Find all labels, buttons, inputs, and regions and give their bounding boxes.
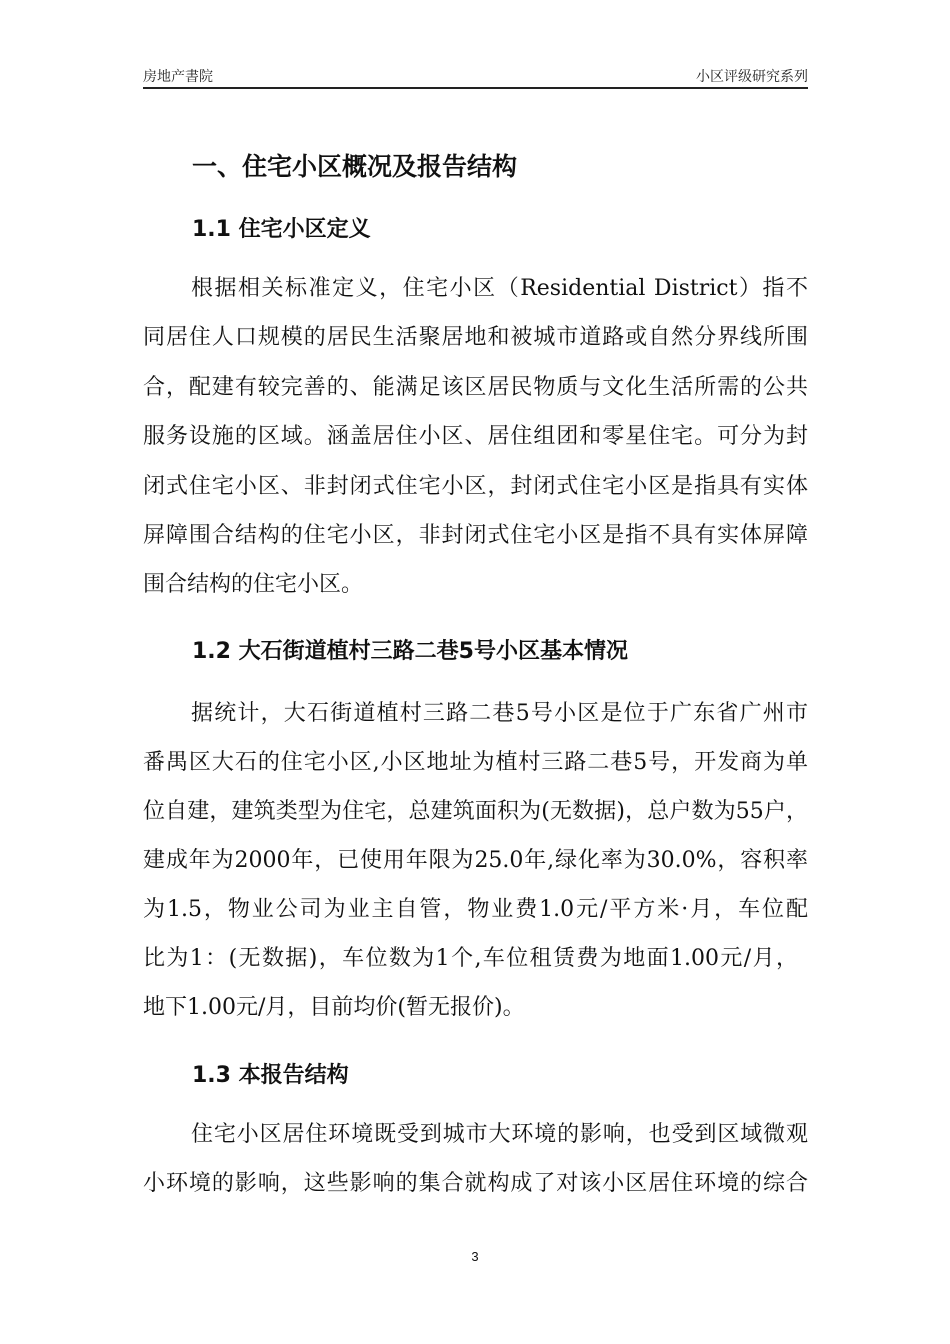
page-number: 3 [471, 1249, 479, 1264]
paragraph-line: 围合结构的住宅小区。 [143, 572, 364, 597]
paragraph-line: 小环境的影响，这些影响的集合就构成了对该小区居住环境的综合 [143, 1171, 808, 1196]
header-left: 房地产書院 [143, 69, 213, 85]
paragraph-line: 闭式住宅小区、非封闭式住宅小区，封闭式住宅小区是指具有实体 [143, 474, 808, 499]
paragraph-line: 合，配建有较完善的、能满足该区居民物质与文化生活所需的公共 [143, 375, 808, 400]
section-title: 1.2 大石街道植村三路二巷5号小区基本情况 [192, 639, 628, 664]
paragraph-line: 服务设施的区域。涵盖居住小区、居住组团和零星住宅。可分为封 [143, 424, 808, 449]
paragraph-line: 位自建，建筑类型为住宅，总建筑面积为(无数据)，总户数为55户， [143, 799, 808, 824]
header-rule [143, 87, 808, 89]
paragraph-line: 番禺区大石的住宅小区,小区地址为植村三路二巷5号，开发商为单 [143, 750, 808, 775]
paragraph-line: 建成年为2000年，已使用年限为25.0年,绿化率为30.0%，容积率 [143, 848, 808, 873]
header-right: 小区评级研究系列 [696, 69, 808, 85]
paragraph-line: 地下1.00元/月，目前均价(暂无报价)。 [143, 995, 525, 1020]
section-title: 1.3 本报告结构 [192, 1063, 349, 1088]
paragraph-line: 比为1：(无数据)，车位数为1个,车位租赁费为地面1.00元/月， [143, 946, 798, 971]
paragraph-line: 为1.5，物业公司为业主自管，物业费1.0元/平方米·月，车位配 [143, 897, 808, 922]
section-title: 1.1 住宅小区定义 [192, 217, 371, 242]
paragraph-line: 据统计，大石街道植村三路二巷5号小区是位于广东省广州市 [191, 701, 808, 726]
paragraph-line: 住宅小区居住环境既受到城市大环境的影响，也受到区域微观 [191, 1122, 808, 1147]
paragraph-line: 根据相关标准定义，住宅小区（Residential District）指不 [191, 276, 808, 301]
chapter-title: 一、住宅小区概况及报告结构 [192, 152, 518, 181]
paragraph-line: 同居住人口规模的居民生活聚居地和被城市道路或自然分界线所围 [143, 325, 808, 350]
paragraph-line: 屏障围合结构的住宅小区，非封闭式住宅小区是指不具有实体屏障 [143, 523, 808, 548]
